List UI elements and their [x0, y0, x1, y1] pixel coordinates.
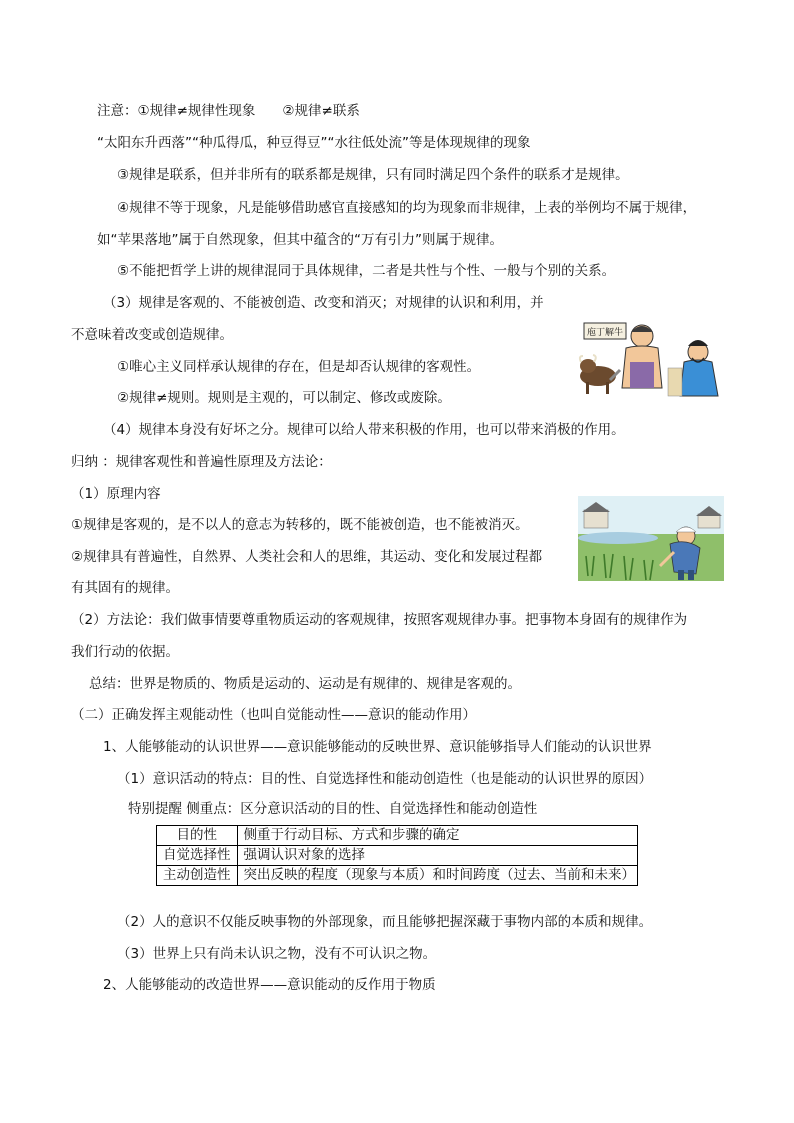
point-2-external: （2）人的意识不仅能反映事物的外部现象，而且能够把握深藏于事物内部的本质和规律。: [117, 914, 653, 930]
item-3-sub2: ②规律≠规则。规则是主观的，可以制定、修改或废除。: [117, 390, 451, 406]
principle-heading: （1）原理内容: [71, 486, 161, 502]
table-value-selectivity: 强调认识对象的选择: [237, 846, 638, 866]
cartoon-sign-text: 庖丁解牛: [586, 328, 624, 338]
item-3-sub1: ①唯心主义同样承认规律的存在，但是却否认规律的客观性。: [117, 359, 481, 375]
item-3-line2: 不意味着改变或创造规律。: [71, 327, 233, 343]
point-3-unknown: （3）世界上只有尚未认识之物，没有不可认识之物。: [117, 946, 437, 962]
table-row: [157, 826, 638, 846]
table-row: [157, 866, 638, 886]
special-reminder: 特别提醒 侧重点：区分意识活动的目的性、自觉选择性和能动创造性: [128, 801, 538, 817]
table-value-purpose: 侧重于行动目标、方式和步骤的确定: [237, 826, 638, 846]
table-key-selectivity: 自觉选择性: [157, 846, 238, 866]
subsection-1-heading: 1、人能够能动的认识世界——意识能够能动的反映世界、意识能够指导人们能动的认识世界: [103, 739, 652, 755]
table-key-creativity: 主动创造性: [157, 866, 238, 886]
principle-2-line2: 有其固有的规律。: [71, 580, 179, 596]
item-4: （4）规律本身没有好坏之分。规律可以给人带来积极的作用，也可以带来消极的作用。: [103, 422, 625, 438]
table-key-purpose: 目的性: [157, 826, 238, 846]
point-4-line1: ④规律不等于现象，凡是能够借助感官直接感知的均为现象而非规律，上表的举例均不属于规律，: [117, 200, 697, 216]
point-5: ⑤不能把哲学上讲的规律混同于具体规律，二者是共性与个性、一般与个别的关系。: [117, 263, 616, 279]
farmer-field-illustration: [578, 496, 724, 581]
table-value-creativity: 突出反映的程度（现象与本质）和时间跨度（过去、当前和未来）: [237, 866, 638, 886]
summary-heading: 归纳 ：规律客观性和普遍性原理及方法论：: [71, 454, 332, 470]
subsection-2-heading: 2、人能够能动的改造世界——意识能动的反作用于物质: [103, 977, 436, 993]
note-heading: 注意：①规律≠规律性现象 ②规律≠联系: [97, 103, 360, 119]
point-4-line2: 如“苹果落地”属于自然现象，但其中蕴含的“万有引力”则属于规律。: [97, 232, 503, 248]
item-3-line1: （3）规律是客观的、不能被创造、改变和消灭；对规律的认识和利用，并: [103, 295, 544, 311]
point-3: ③规律是联系，但并非所有的联系都是规律，只有同时满足四个条件的联系才是规律。: [117, 167, 629, 183]
features-table: [156, 825, 638, 886]
methodology-line2: 我们行动的依据。: [71, 644, 179, 660]
conclusion: 总结：世界是物质的、物质是运动的、运动是有规律的、规律是客观的。: [89, 676, 521, 692]
section-2-heading: （二）正确发挥主观能动性（也叫自觉能动性——意识的能动作用）: [71, 707, 476, 723]
principle-2-line1: ②规律具有普遍性，自然界、人类社会和人的思维，其运动、变化和发展过程都: [71, 549, 543, 565]
table-row: [157, 846, 638, 866]
principle-1: ①规律是客观的，是不以人的意志为转移的，既不能被创造，也不能被消灭。: [71, 517, 529, 533]
butcher-cartoon-illustration: [576, 318, 728, 398]
phenomena-examples: “太阳东升西落”“种瓜得瓜，种豆得豆”“水往低处流”等是体现规律的现象: [97, 135, 531, 151]
consciousness-features: （1）意识活动的特点：目的性、自觉选择性和能动创造性（也是能动的认识世界的原因）: [117, 771, 653, 787]
methodology-line1: （2）方法论：我们做事情要尊重物质运动的客观规律，按照客观规律办事。把事物本身固有的规律作为: [71, 612, 688, 628]
